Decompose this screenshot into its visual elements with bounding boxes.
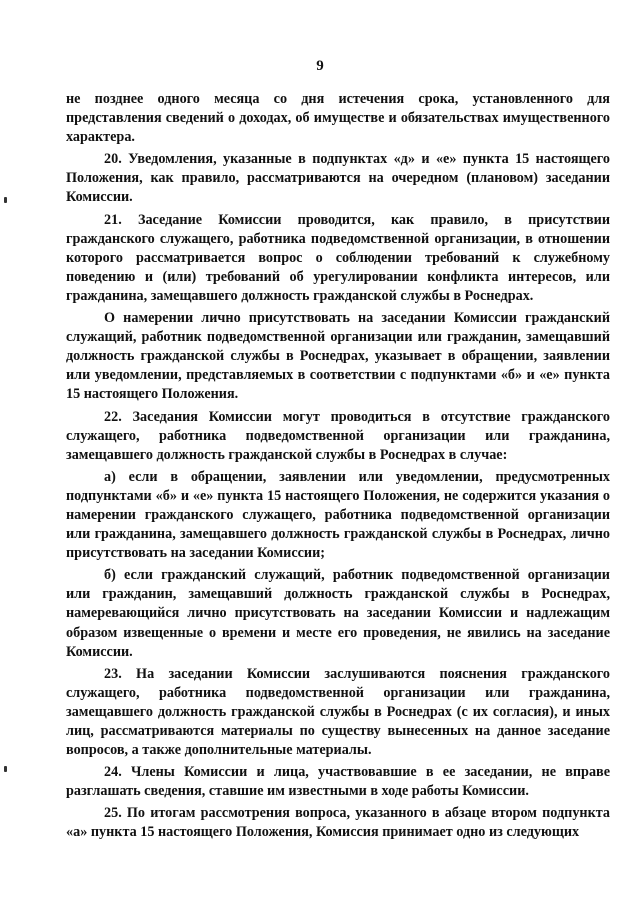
paragraph-continuation: не позднее одного месяца со дня истечения срока, установленного для представления сведений о доходах, об имуществе и обязательствах имущественного характера. [66,91,610,146]
paragraph-22-item-a: а) если в обращении, заявлении или уведомлении, предусмотренных подпунктами «б» и «е» пункта 15 настоящего Положения, не содержится указания о намерении гражданского служащего, работника подведомственной организации или гражданина, замещавшего должность гражданской службы в Роснедрах, лично присутствовать на заседании Комиссии; [66,468,610,562]
paragraph-22: 22. Заседания Комиссии могут проводиться в отсутствие гражданского служащего, работника подведомственной организации или гражданина, замещавшего должность гражданской службы в Роснедрах в случае: [66,408,610,463]
paragraph-23: 23. На заседании Комиссии заслушиваются пояснения гражданского служащего, работника подведомственной организации или гражданина, замещавшего должность гражданской службы в Роснедрах (с их согласия), и иных лиц, рассматриваются материалы по существу вынесенных на данное заседание вопросов, а также дополнительные материалы. [66,665,610,759]
document-body [66,90,610,846]
paragraph-21: 21. Заседание Комиссии проводится, как правило, в присутствии гражданского служащего, работника подведомственной организации, в отношении которого рассматривается вопрос о соблюдении требований к служебному поведению и (или) требований об урегулировании конфликта интересов, или гражданина, замещавшего должность гражданской службы в Роснедрах. [66,211,610,304]
margin-mark [4,766,7,772]
paragraph-20: 20. Уведомления, указанные в подпунктах «д» и «е» пункта 15 настоящего Положения, как правило, рассматриваются на очередном (плановом) заседании Комиссии. [66,151,610,206]
paragraph-24: 24. Члены Комиссии и лица, участвовавшие в ее заседании, не вправе разглашать сведения, ставшие им известными в ходе работы Комиссии. [66,764,610,800]
paragraph-21-intention: О намерении лично присутствовать на заседании Комиссии гражданский служащий, работник подведомственной организации или гражданин, замещавший должность гражданской службы в Роснедрах, указывает в обращении, заявлении или уведомлении, представляемых в соответствии с подпунктами «б» и «е» пункта 15 настоящего Положения. [66,310,610,403]
paragraph-22-item-b: б) если гражданский служащий, работник подведомственной организации или гражданин, замещавший должность гражданской службы в Роснедрах, намеревающийся лично присутствовать на заседании Комиссии и надлежащим образом извещенные о времени и месте его проведения, не явились на заседание Комиссии. [66,567,610,660]
margin-mark [4,197,7,203]
page-number: 9 [316,58,324,74]
paragraph-25: 25. По итогам рассмотрения вопроса, указанного в абзаце втором подпункта «а» пункта 15 настоящего Положения, Комиссия принимает одно из следующих [66,805,610,841]
